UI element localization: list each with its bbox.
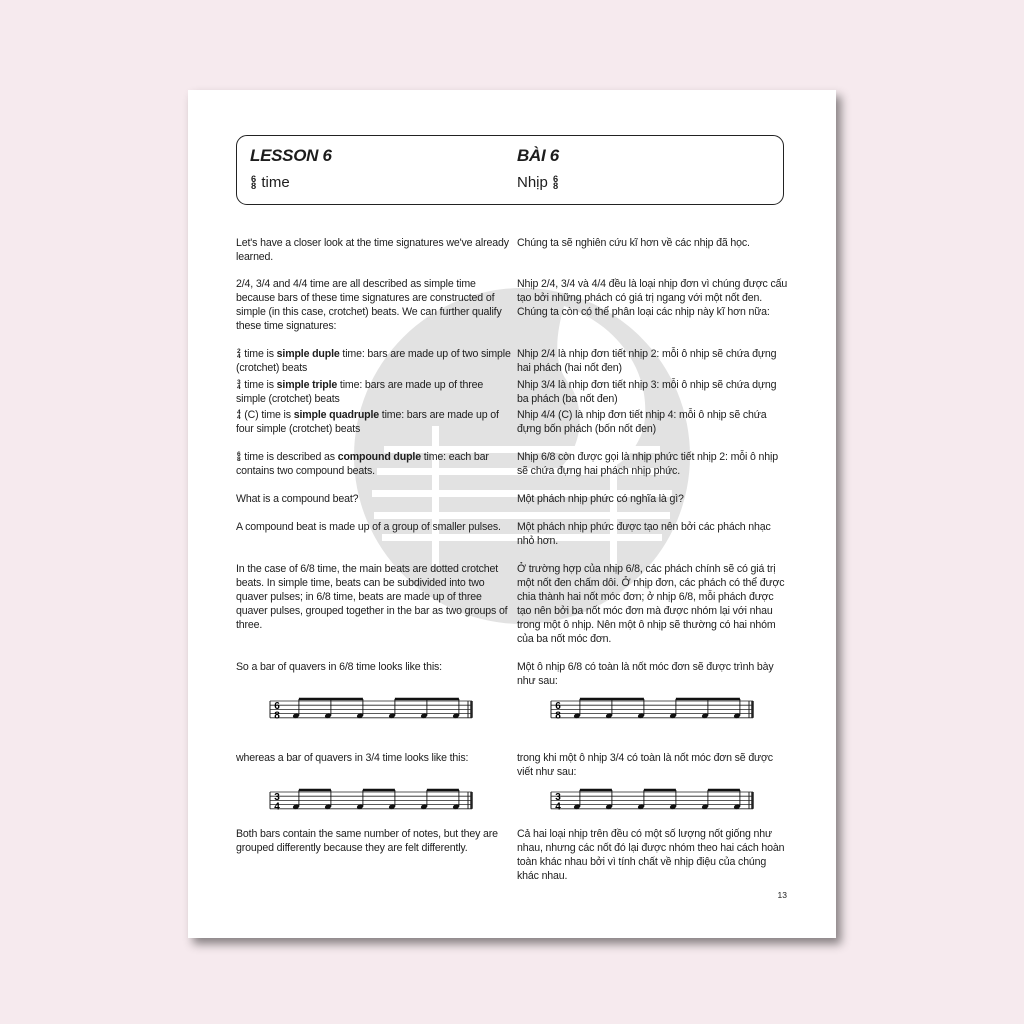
staff-six-eight-vi [549,696,755,724]
paragraph-simple-quadruple-vi: Nhịp 4/4 (C) là nhịp đơn tiết nhịp 4: mỗi ô nhịp sẽ chứa đựng bốn phách (bốn nốt đen) [517,409,767,435]
time-signature-denominator: 4 [555,801,561,813]
paragraph-bar-six-eight-vi: Một ô nhịp 6/8 có toàn là nốt móc đơn sẽ được trình bày như sau: [517,661,774,687]
paragraph-dotted-crotchet-vi: Ở trường hợp của nhịp 6/8, các phách chính sẽ có giá trị một nốt đen chấm dôi. Ở nhịp đơn, các phách có thể được chia thành hai nốt móc đơn; ở nhịp 6/8, mỗi phách được tạo nên bởi ba nốt móc đơn mà được nhóm lại với nhau trong một ô nhịp. Nên một ô nhịp sẽ thường có hai nhóm của ba nốt móc đơn. [517,563,785,645]
paragraph-compound-beat-vi: Một phách nhịp phức được tạo nên bởi các phách nhạc nhỏ hơn. [517,521,771,547]
page-number: 13 [777,890,787,900]
time-signature-denominator: 4 [274,801,280,813]
paragraph-simple-triple-vi: Nhịp 3/4 là nhịp đơn tiết nhịp 3: mỗi ô nhịp sẽ chứa dựng ba phách (ba nốt đen) [517,379,777,405]
paragraph-intro-en: Let's have a closer look at the time signatures we've already learned. [236,237,509,263]
paragraph-dotted-crotchet-en: In the case of 6/8 time, the main beats are dotted crotchet beats. In simple time, beats can be subdivided into two quaver pulses; in 6/8 time, beats are made up of three quaver pulses, grouped together in the bar as two groups of three. [236,563,508,631]
paragraph-question-vi: Một phách nhịp phức có nghĩa là gì? [517,493,684,505]
lesson-title-vi: BÀI 6 [517,146,559,165]
staff-six-eight-en [268,696,474,724]
time-signature-6-8: 6 8 [251,173,257,192]
paragraph-simple-quadruple-en: 4 4 (C) time is simple quadruple time: bars are made up of four simple (crotchet) beats [236,408,499,435]
paragraph-conclusion-en: Both bars contain the same number of notes, but they are grouped differently because they are felt differently. [236,828,498,854]
time-signature-numerator: 6 [555,700,561,712]
staff-three-four-en [268,787,474,815]
lesson-subtitle-vi: Nhịp 6 8 [517,173,559,192]
time-signature-denominator: 8 [555,710,561,722]
lesson-title-en: LESSON 6 [250,146,332,165]
paragraph-simple-duple-vi: Nhịp 2/4 là nhịp đơn tiết nhịp 2: mỗi ô nhịp sẽ chứa đựng hai phách (hai nốt đen) [517,348,777,374]
paragraph-question-en: What is a compound beat? [236,493,359,505]
paragraph-bar-six-eight-en: So a bar of quavers in 6/8 time looks like this: [236,661,442,673]
paragraph-bar-three-four-vi: trong khi một ô nhịp 3/4 có toàn là nốt móc đơn sẽ được viết như sau: [517,752,773,778]
paragraph-compound-beat-en: A compound beat is made up of a group of smaller pulses. [236,521,501,533]
time-signature-numerator: 3 [274,791,280,803]
lesson-subtitle-en: 6 8 time [251,173,290,192]
paragraph-intro-vi: Chúng ta sẽ nghiên cứu kĩ hơn về các nhịp đã học. [517,237,750,249]
book-page [188,90,836,938]
paragraph-simple-time-en: 2/4, 3/4 and 4/4 time are all described as simple time because bars of these time signatures are constructed of simple (in this case, crotchet) beats. We can further qualify these time signatures: [236,278,502,332]
paragraph-simple-duple-en: 2 4 time is simple duple time: bars are made up of two simple (crotchet) beats [236,347,511,374]
paragraph-compound-duple-vi: Nhịp 6/8 còn được gọi là nhịp phức tiết nhịp 2: mỗi ô nhịp sẽ chứa đựng hai phách nhịp phức. [517,451,778,477]
time-signature-6-8: 6 8 [553,173,559,192]
time-signature-numerator: 3 [555,791,561,803]
time-signature-denominator: 8 [274,710,280,722]
paragraph-bar-three-four-en: whereas a bar of quavers in 3/4 time looks like this: [236,752,469,764]
lesson-header [236,135,784,205]
paragraph-conclusion-vi: Cả hai loại nhịp trên đều có một số lượng nốt giống như nhau, nhưng các nốt đó lại được nhóm theo hai cách hoàn toàn khác nhau bởi vì tính chất về nhịp điệu của chúng khác nhau. [517,828,785,882]
paragraph-simple-time-vi: Nhịp 2/4, 3/4 và 4/4 đều là loại nhịp đơn vì chúng được cấu tạo bởi những phách có giá trị ngang với một nốt đen. Chúng ta còn có thể phân loại các nhịp này kĩ hơn nữa: [517,278,788,318]
staff-three-four-vi [549,787,755,815]
time-signature-numerator: 6 [274,700,280,712]
paragraph-compound-duple-en: 6 8 time is described as compound duple time: each bar contains two compound beats. [236,450,489,477]
paragraph-simple-triple-en: 3 4 time is simple triple time: bars are made up of three simple (crotchet) beats [236,378,484,405]
